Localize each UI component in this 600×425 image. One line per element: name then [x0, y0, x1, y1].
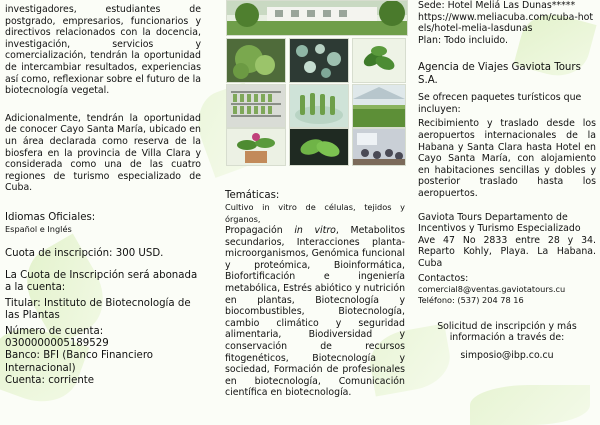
- plantlet-petri-photo: [226, 38, 286, 83]
- flower-plant-photo: [226, 128, 286, 166]
- tematicas-line-1: Cultivo in vitro de células, tejidos y órganos,: [225, 202, 405, 224]
- leaf-decoration: [470, 385, 590, 425]
- plan-text: Plan: Todo incluido.: [418, 34, 508, 46]
- solicitud-text: Solicitud de inscripción y más información a través de:: [437, 320, 577, 344]
- intro-paragraph: investigadores, estudiantes de postgrado, empresarios, funcionarios y directivos relacionados con la docencia, investigación, servicios y comercialización, tendrán la oportunidad de intercambiar resultados, experiencias así como, reflexionar sobre el futuro de la biotecnología vegetal.: [5, 4, 201, 97]
- right-column: [418, 0, 596, 361]
- cell-culture-photo: [289, 38, 349, 83]
- simposio-email[interactable]: simposio@ibp.co.cu: [460, 349, 554, 361]
- cayo-santa-maria-paragraph: Adicionalmente, tendrán la oportunidad de conocer Cayo Santa María, ubicado en un área declarada como reserva de la biosfera en la provincia de Villa Clara y considerada como una de las cuatro regiones de turismo especializado de Cuba.: [5, 112, 201, 194]
- sede-text: Sede: Hotel Meliá Las Dunas*****: [418, 0, 576, 11]
- contactos-label: Contactos:: [418, 272, 469, 284]
- contact-phone: Teléfono: (537) 204 78 16: [418, 295, 524, 306]
- building-photo: [226, 0, 408, 36]
- tematicas-heading: Temáticas:: [225, 190, 280, 201]
- tematicas-list: [225, 225, 405, 399]
- test-tubes-photo: [289, 84, 349, 128]
- tematicas-text-c: , Metabolitos secundarios, Interacciones planta-microorganismos, Genómica funcional y proteómica, Bioinformática, Biofortificación e ingeniería metabólica, Estrés abiótico y nutrición en plantas, Biotecnología y biocombustibles, Biotecnología, cambio climático y seguridad alimentaria, Biodiversidad y conservación de recursos fitogenéticos, Biotecnología y sociedad, Formación de profesionales en biotecnología, Comunicación científica en biotecnología.: [225, 225, 406, 399]
- agencia-heading: Agencia de Viajes Gaviota Tours S.A.: [418, 62, 581, 86]
- numero-value: 0300000005189529: [5, 338, 109, 350]
- recibimiento-text: Recibimiento y traslado desde los aeropuertos internacionales de la Habana y Santa Clara hasta Hotel en Cayo Santa María, con alojamiento en habitaciones sencillas y dobles y posterior traslado hasta los aeropuertos.: [418, 118, 596, 199]
- tematicas-text-in-vitro: in vitro: [294, 225, 336, 236]
- classroom-photo: [352, 128, 406, 166]
- middle-column: [225, 190, 405, 399]
- numero-label: Número de cuenta:: [5, 325, 104, 337]
- seedling-photo: [289, 128, 349, 166]
- idiomas-value: Español e Inglés: [5, 224, 72, 235]
- contact-email[interactable]: comercial8@ventas.gaviotatours.cu: [418, 284, 566, 295]
- idiomas-heading: Idiomas Oficiales:: [5, 211, 96, 223]
- hotel-url[interactable]: https://www.meliacuba.com/cuba-hotels/hotel-melia-lasdunas: [418, 11, 594, 35]
- cuota-text: Cuota de inscripción: 300 USD.: [5, 247, 164, 259]
- lab-shelves-photo: [226, 84, 286, 128]
- leaf-sample-photo: [352, 38, 406, 83]
- greenhouse-photo: [352, 84, 406, 128]
- cuota-abonada-text: La Cuota de Inscripción será abonada a la cuenta:: [5, 270, 198, 294]
- gaviota-address: Ave 47 No 2833 entre 28 y 34. Reparto Kohly, Playa. La Habana. Cuba: [418, 234, 596, 269]
- cuenta-tipo-text: Cuenta: corriente: [5, 375, 95, 387]
- tematicas-text-a: Propagación: [225, 225, 295, 236]
- paquetes-text: Se ofrecen paquetes turísticos que incluyen:: [418, 92, 582, 115]
- left-column: [5, 0, 201, 388]
- banco-text: Banco: BFI (Banco Financiero Internacional): [5, 350, 154, 374]
- gaviota-department: Gaviota Tours Departamento de Incentivos y Turismo Especializado: [418, 211, 581, 235]
- titular-text: Titular: Instituto de Biotecnología de las Plantas: [5, 297, 191, 322]
